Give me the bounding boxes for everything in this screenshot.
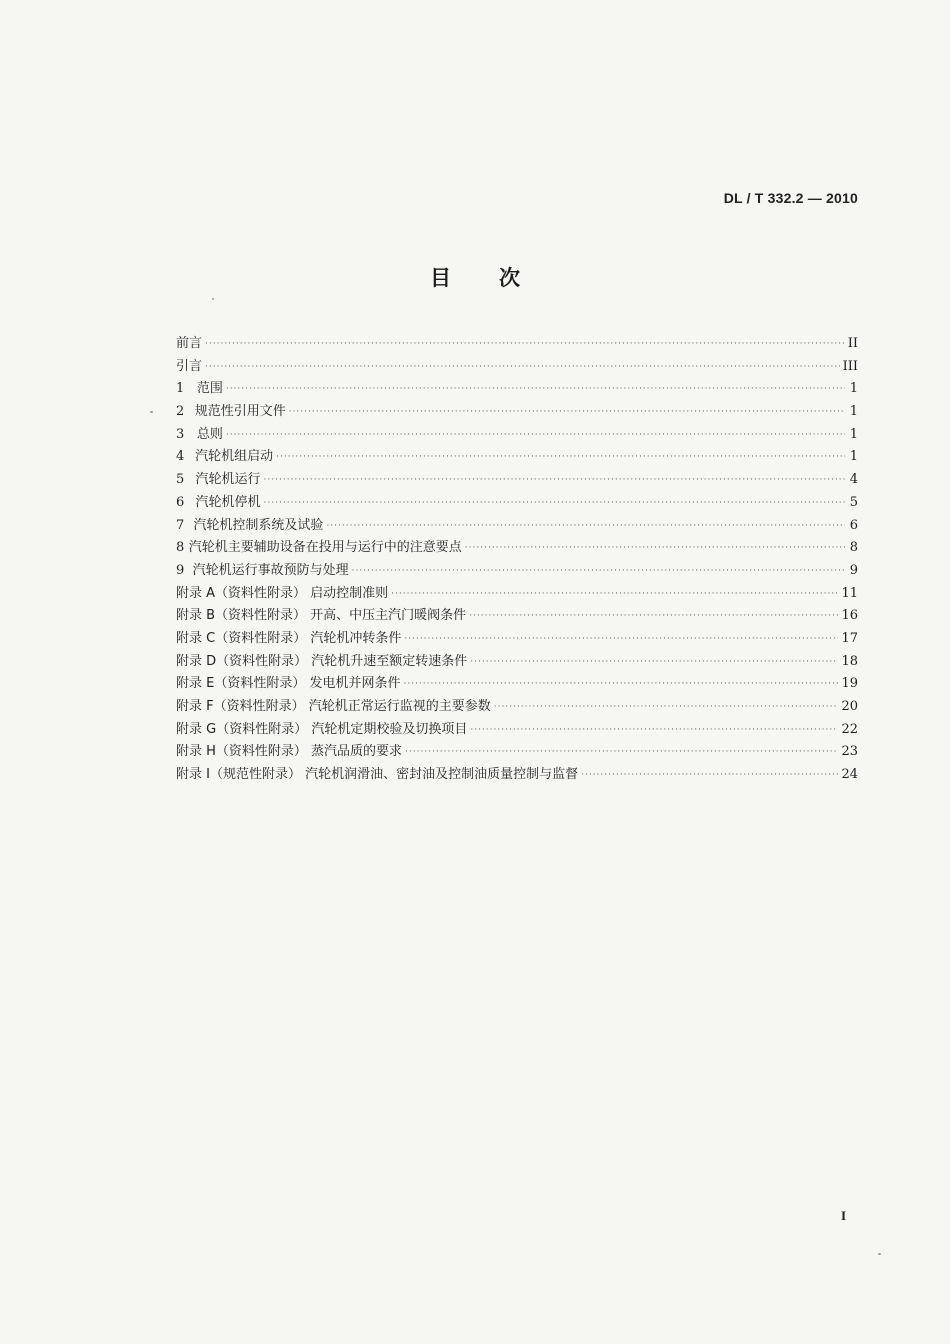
toc-entry-page: 8 bbox=[849, 540, 858, 556]
toc-entry-number: 5 bbox=[176, 472, 185, 488]
toc-entry-page: 6 bbox=[849, 517, 858, 533]
toc-entry[interactable] bbox=[176, 401, 858, 424]
toc-entry-page: 22 bbox=[841, 721, 858, 737]
toc-entry-label: 附录 C（资料性附录） 汽轮机冲转条件 bbox=[176, 630, 402, 646]
toc-entry-page: 5 bbox=[849, 494, 858, 510]
toc-entry-page: 18 bbox=[841, 653, 858, 669]
toc-entry[interactable] bbox=[176, 492, 858, 515]
toc-entry-number: 7 bbox=[176, 517, 185, 533]
toc-entry-number: 9 bbox=[176, 562, 185, 578]
toc-entry-number: 1 bbox=[176, 381, 185, 397]
toc-entry-page: II bbox=[847, 336, 858, 351]
toc-dot-leader bbox=[264, 492, 845, 515]
toc-entry-page: 1 bbox=[849, 404, 858, 420]
toc-entry[interactable] bbox=[176, 333, 858, 356]
scan-speck bbox=[212, 298, 214, 300]
toc-entry-page: 20 bbox=[841, 699, 858, 714]
toc-entry-label: 附录 D（资料性附录） 汽轮机升速至额定转速条件 bbox=[176, 653, 468, 669]
toc-entry[interactable] bbox=[176, 719, 858, 742]
page-number: I bbox=[840, 1208, 846, 1223]
toc-entry-label: 附录 F（资料性附录） 汽轮机正常运行监视的主要参数 bbox=[176, 699, 491, 714]
toc-entry[interactable] bbox=[176, 764, 858, 787]
toc-dot-leader bbox=[205, 356, 840, 379]
toc-entry[interactable] bbox=[176, 696, 858, 719]
toc-dot-leader bbox=[205, 333, 845, 356]
toc-dot-leader bbox=[289, 401, 845, 424]
toc-entry-number: 3 bbox=[176, 426, 185, 442]
toc-entry[interactable] bbox=[176, 628, 858, 651]
toc-entry-label: 附录 I（规范性附录） 汽轮机润滑油、密封油及控制油质量控制与监督 bbox=[176, 767, 579, 783]
toc-entry-label: 汽轮机控制系统及试验 bbox=[193, 517, 324, 533]
toc-entry-page: 1 bbox=[849, 449, 858, 465]
toc-entry-label: 汽轮机主要辅助设备在投用与运行中的注意要点 bbox=[188, 540, 462, 556]
toc-entry-page: III bbox=[842, 358, 858, 374]
toc-dot-leader bbox=[391, 583, 838, 606]
toc-entry[interactable] bbox=[176, 424, 858, 447]
toc-dot-leader bbox=[326, 515, 845, 538]
toc-entry-label: 附录 H（资料性附录） 蒸汽品质的要求 bbox=[176, 744, 403, 760]
toc-entry-page: 17 bbox=[841, 630, 858, 646]
toc-entry[interactable] bbox=[176, 605, 858, 628]
toc-entry[interactable] bbox=[176, 583, 858, 606]
toc-dot-leader bbox=[465, 537, 845, 560]
toc-entry-label: 附录 G（资料性附录） 汽轮机定期校验及切换项目 bbox=[176, 721, 468, 737]
toc-entry[interactable] bbox=[176, 741, 858, 764]
toc-entry-page: 19 bbox=[841, 676, 858, 692]
toc-entry-label: 附录 B（资料性附录） 开高、中压主汽门暖阀条件 bbox=[176, 608, 467, 624]
scan-speck bbox=[150, 411, 153, 413]
toc-entry[interactable] bbox=[176, 378, 858, 401]
toc-entry-page: 1 bbox=[849, 381, 858, 397]
toc-title: 目次 bbox=[430, 266, 568, 290]
toc-entry-page: 23 bbox=[841, 744, 858, 760]
toc-dot-leader bbox=[404, 628, 838, 651]
toc-dot-leader bbox=[276, 446, 845, 469]
toc-dot-leader bbox=[581, 764, 838, 787]
toc-entry-label: 前言 bbox=[176, 336, 203, 351]
toc-entry-number: 2 bbox=[176, 404, 185, 420]
toc-entry-label: 附录 E（资料性附录） 发电机并网条件 bbox=[176, 676, 401, 692]
toc-dot-leader bbox=[264, 469, 845, 492]
toc-entry-label: 汽轮机运行事故预防与处理 bbox=[192, 562, 349, 578]
toc-dot-leader bbox=[226, 378, 845, 401]
toc-entry[interactable] bbox=[176, 356, 858, 379]
toc-entry[interactable] bbox=[176, 673, 858, 696]
toc-entry-number: 6 bbox=[176, 494, 185, 510]
toc-entry-page: 16 bbox=[841, 608, 858, 624]
toc-entry-label: 引言 bbox=[176, 358, 203, 374]
toc-entry-number: 8 bbox=[176, 540, 185, 556]
toc-entry-label: 附录 A（资料性附录） 启动控制准则 bbox=[176, 585, 389, 601]
toc-entry-label: 规范性引用文件 bbox=[194, 404, 286, 420]
document-code: DL / T 332.2 — 2010 bbox=[723, 190, 858, 206]
toc-entry-label: 汽轮机运行 bbox=[195, 472, 261, 488]
toc-dot-leader bbox=[470, 719, 838, 742]
toc-dot-leader bbox=[352, 560, 845, 583]
toc-entry[interactable] bbox=[176, 446, 858, 469]
scan-speck bbox=[878, 1253, 881, 1255]
table-of-contents bbox=[176, 333, 858, 787]
toc-entry-label: 汽轮机停机 bbox=[195, 494, 261, 510]
toc-entry-page: 11 bbox=[841, 585, 858, 601]
toc-dot-leader bbox=[469, 605, 838, 628]
toc-dot-leader bbox=[403, 673, 838, 696]
toc-entry-page: 9 bbox=[849, 562, 858, 578]
toc-entry[interactable] bbox=[176, 537, 858, 560]
toc-entry-number: 4 bbox=[176, 449, 185, 465]
toc-entry-page: 24 bbox=[841, 767, 858, 783]
toc-entry[interactable] bbox=[176, 469, 858, 492]
toc-entry-page: 1 bbox=[849, 426, 858, 442]
toc-entry[interactable] bbox=[176, 560, 858, 583]
toc-dot-leader bbox=[494, 696, 839, 719]
toc-entry-label: 汽轮机组启动 bbox=[195, 449, 274, 465]
toc-entry-page: 4 bbox=[849, 472, 858, 488]
toc-entry[interactable] bbox=[176, 651, 858, 674]
toc-dot-leader bbox=[405, 741, 838, 764]
toc-entry-label: 范围 bbox=[196, 381, 223, 397]
toc-entry[interactable] bbox=[176, 515, 858, 538]
toc-dot-leader bbox=[226, 424, 845, 447]
toc-dot-leader bbox=[470, 651, 838, 674]
toc-entry-label: 总则 bbox=[196, 426, 223, 442]
